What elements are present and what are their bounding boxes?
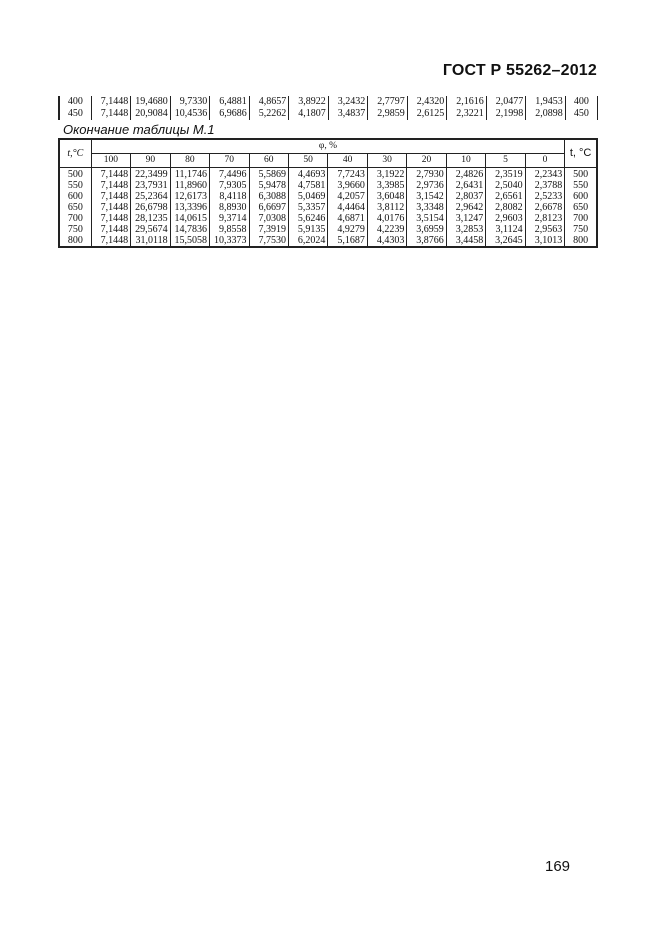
table-cell: 2,3519 <box>486 168 525 181</box>
header-phi-value: 20 <box>407 154 446 168</box>
table-cell: 2,4826 <box>446 168 485 181</box>
table-cell: 700 <box>59 213 91 224</box>
table-cell: 3,8922 <box>289 96 329 108</box>
table-cell: 400 <box>59 96 91 108</box>
table-row <box>59 180 597 191</box>
table-cell: 3,3348 <box>407 202 446 213</box>
table-cell: 3,8112 <box>367 202 406 213</box>
table-header-phi-row <box>59 154 597 168</box>
table-row <box>59 108 598 120</box>
table-cell: 2,4320 <box>407 96 447 108</box>
table-cell: 19,4680 <box>131 96 171 108</box>
table-cell: 2,9736 <box>407 180 446 191</box>
header-phi-value: 10 <box>446 154 485 168</box>
table-cell: 23,7931 <box>131 180 170 191</box>
table-cell: 4,2239 <box>367 224 406 235</box>
table-caption: Окончание таблицы М.1 <box>63 122 215 137</box>
table-cell: 3,5154 <box>407 213 446 224</box>
table-cell: 2,9642 <box>446 202 485 213</box>
table-cell: 7,1448 <box>91 168 130 181</box>
header-phi-value: 30 <box>367 154 406 168</box>
table-cell: 2,9603 <box>486 213 525 224</box>
table-cell: 500 <box>59 168 91 181</box>
table-cell: 4,7581 <box>288 180 327 191</box>
table-cell: 4,8657 <box>249 96 289 108</box>
table-header <box>59 139 597 168</box>
document-header-title: ГОСТ Р 55262–2012 <box>442 62 597 79</box>
table-cell: 750 <box>565 224 597 235</box>
table-row <box>59 96 598 108</box>
table-cell: 20,9084 <box>131 108 171 120</box>
header-temperature-left: t,°C <box>59 139 91 168</box>
table-row <box>59 213 597 224</box>
table-cell: 5,1687 <box>328 235 367 247</box>
table-row <box>59 235 597 247</box>
table-body <box>59 168 597 248</box>
table-cell: 1,9453 <box>526 96 566 108</box>
table-cell: 3,6959 <box>407 224 446 235</box>
table-cell: 13,3396 <box>170 202 209 213</box>
table-cell: 7,7530 <box>249 235 288 247</box>
table-cell: 5,3357 <box>288 202 327 213</box>
table-cell: 5,9478 <box>249 180 288 191</box>
table-cell: 2,3221 <box>447 108 487 120</box>
table-cell: 7,1448 <box>91 96 131 108</box>
table-cell: 7,9305 <box>210 180 249 191</box>
table-cell: 7,4496 <box>210 168 249 181</box>
table-cell: 4,4303 <box>367 235 406 247</box>
table-cell: 26,6798 <box>131 202 170 213</box>
table-cell: 29,5674 <box>131 224 170 235</box>
data-table <box>58 138 598 248</box>
table-cell: 2,6561 <box>486 191 525 202</box>
table-cell: 2,0477 <box>486 96 526 108</box>
table-cell: 5,2262 <box>249 108 289 120</box>
table-cell: 2,9563 <box>525 224 565 235</box>
table-continuation-body <box>59 96 598 120</box>
table-row <box>59 191 597 202</box>
table-cell: 4,2057 <box>328 191 367 202</box>
table-cell: 400 <box>565 96 597 108</box>
table-cell: 2,8082 <box>486 202 525 213</box>
table-cell: 9,3714 <box>210 213 249 224</box>
table-cell: 7,0308 <box>249 213 288 224</box>
table-cell: 7,3919 <box>249 224 288 235</box>
table-cell: 4,4693 <box>288 168 327 181</box>
header-phi-value: 0 <box>525 154 565 168</box>
table-cell: 2,5040 <box>486 180 525 191</box>
table-cell: 3,9660 <box>328 180 367 191</box>
table-cell: 800 <box>59 235 91 247</box>
header-phi-value: 100 <box>91 154 130 168</box>
page-number: 169 <box>545 858 571 875</box>
table-cell: 4,4464 <box>328 202 367 213</box>
table-cell: 450 <box>59 108 91 120</box>
header-phi-value: 50 <box>288 154 327 168</box>
table-cell: 10,3373 <box>210 235 249 247</box>
table-cell: 8,8930 <box>210 202 249 213</box>
header-phi-group: φ, % <box>91 139 565 154</box>
table-cell: 3,1247 <box>446 213 485 224</box>
table-cell: 600 <box>59 191 91 202</box>
table-cell: 6,4881 <box>210 96 250 108</box>
table-cell: 3,2432 <box>328 96 368 108</box>
table-cell: 3,8766 <box>407 235 446 247</box>
table-cell: 7,1448 <box>91 191 130 202</box>
table-cell: 6,2024 <box>288 235 327 247</box>
table-cell: 600 <box>565 191 597 202</box>
table-cell: 550 <box>565 180 597 191</box>
table-cell: 5,9135 <box>288 224 327 235</box>
table-cell: 2,2343 <box>525 168 565 181</box>
table-cell: 3,1922 <box>367 168 406 181</box>
table-cell: 3,4837 <box>328 108 368 120</box>
table-cell: 15,5058 <box>170 235 209 247</box>
table-cell: 7,1448 <box>91 202 130 213</box>
table-cell: 650 <box>565 202 597 213</box>
table-cell: 450 <box>565 108 597 120</box>
table-row <box>59 202 597 213</box>
table-continuation-rows <box>58 96 598 120</box>
table-cell: 2,7797 <box>368 96 408 108</box>
table-cell: 2,6678 <box>525 202 565 213</box>
table-cell: 7,1448 <box>91 224 130 235</box>
header-phi-value: 70 <box>210 154 249 168</box>
table-cell: 8,4118 <box>210 191 249 202</box>
table-cell: 14,0615 <box>170 213 209 224</box>
header-phi-value: 90 <box>131 154 170 168</box>
table-cell: 3,2645 <box>486 235 525 247</box>
table-cell: 4,0176 <box>367 213 406 224</box>
table-cell: 3,6048 <box>367 191 406 202</box>
header-phi-value: 60 <box>249 154 288 168</box>
header-phi-value: 40 <box>328 154 367 168</box>
table-cell: 11,1746 <box>170 168 209 181</box>
table-cell: 800 <box>565 235 597 247</box>
table-cell: 5,5869 <box>249 168 288 181</box>
table-cell: 7,1448 <box>91 108 131 120</box>
table-cell: 3,2853 <box>446 224 485 235</box>
table-cell: 7,1448 <box>91 213 130 224</box>
table-cell: 4,6871 <box>328 213 367 224</box>
table-cell: 550 <box>59 180 91 191</box>
table-cell: 25,2364 <box>131 191 170 202</box>
table-cell: 28,1235 <box>131 213 170 224</box>
table-cell: 5,6246 <box>288 213 327 224</box>
table-cell: 3,1124 <box>486 224 525 235</box>
table-cell: 750 <box>59 224 91 235</box>
table-row <box>59 224 597 235</box>
table-cell: 2,7930 <box>407 168 446 181</box>
table-cell: 7,1448 <box>91 235 130 247</box>
table-cell: 650 <box>59 202 91 213</box>
table-cell: 2,8037 <box>446 191 485 202</box>
header-phi-value: 5 <box>486 154 525 168</box>
table-cell: 3,3985 <box>367 180 406 191</box>
table-cell: 2,1998 <box>486 108 526 120</box>
table-cell: 3,1542 <box>407 191 446 202</box>
table-cell: 11,8960 <box>170 180 209 191</box>
table-cell: 3,4458 <box>446 235 485 247</box>
table-cell: 2,6125 <box>407 108 447 120</box>
table-cell: 22,3499 <box>131 168 170 181</box>
table-cell: 6,9686 <box>210 108 250 120</box>
header-phi-value: 80 <box>170 154 209 168</box>
table-cell: 10,4536 <box>170 108 210 120</box>
table-cell: 4,9279 <box>328 224 367 235</box>
table-header-row <box>59 139 597 154</box>
table-cell: 2,6431 <box>446 180 485 191</box>
table-cell: 7,7243 <box>328 168 367 181</box>
table-cell: 6,3088 <box>249 191 288 202</box>
table-cell: 2,3788 <box>525 180 565 191</box>
table-cell: 2,9859 <box>368 108 408 120</box>
table-cell: 700 <box>565 213 597 224</box>
table-cell: 9,7330 <box>170 96 210 108</box>
table-cell: 2,8123 <box>525 213 565 224</box>
table-cell: 3,1013 <box>525 235 565 247</box>
table-cell: 2,1616 <box>447 96 487 108</box>
table-cell: 5,0469 <box>288 191 327 202</box>
table-cell: 12,6173 <box>170 191 209 202</box>
table-cell: 2,0898 <box>526 108 566 120</box>
header-temperature-right: t, °C <box>565 139 597 168</box>
table-row <box>59 168 597 181</box>
table-cell: 31,0118 <box>131 235 170 247</box>
table-cell: 500 <box>565 168 597 181</box>
table-cell: 9,8558 <box>210 224 249 235</box>
table-cell: 6,6697 <box>249 202 288 213</box>
table-cell: 14,7836 <box>170 224 209 235</box>
table-cell: 4,1807 <box>289 108 329 120</box>
table-cell: 2,5233 <box>525 191 565 202</box>
table-cell: 7,1448 <box>91 180 130 191</box>
